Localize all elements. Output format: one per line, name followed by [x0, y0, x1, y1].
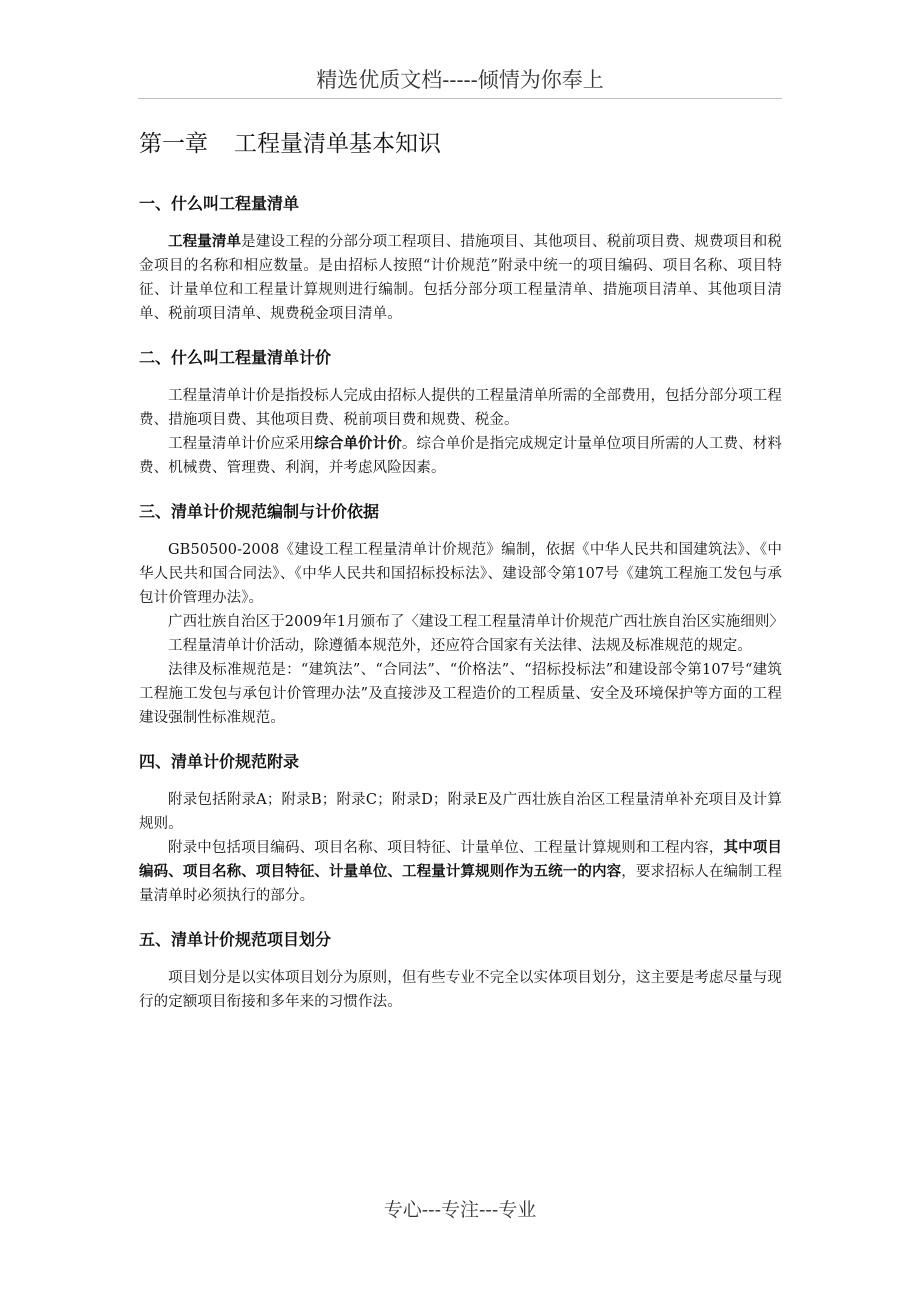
paragraph-text: 工程量清单计价应采用: [168, 436, 315, 452]
bold-term: 工程量清单: [168, 233, 242, 250]
paragraph: 工程量清单计价是指投标人完成由招标人提供的工程量清单所需的全部费用，包括分部分项工程费、措施项目费、其他项目费、税前项目费和规费、税金。: [139, 388, 782, 428]
page-header: 精选优质文档-----倾情为你奉上: [138, 62, 782, 99]
bold-term: 综合单价计价: [314, 435, 402, 452]
chapter-title: [139, 124, 782, 164]
section-heading: 三、清单计价规范编制与计价依据: [139, 502, 380, 521]
section-5: [139, 928, 782, 1014]
section-heading: 二、什么叫工程量清单计价: [139, 348, 332, 367]
paragraph: [139, 432, 782, 480]
section-1: [139, 192, 782, 326]
paragraph: [139, 836, 782, 908]
section-heading: 五、清单计价规范项目划分: [139, 930, 332, 949]
section-2: [139, 346, 782, 480]
paragraph: 法律及标准规范是：“建筑法”、“合同法”、“价格法”、“招标投标法”和建设部令第107号“建筑工程施工发包与承包计价管理办法”及直接涉及工程造价的工程质量、安全及环境保护等方面的工程建设强制性标准规范。: [139, 662, 782, 726]
page-footer: 专心---专注---专业: [383, 1199, 537, 1221]
paragraph: 附录包括附录A；附录B；附录C；附录D；附录E及广西壮族自治区工程量清单补充项目及计算规则。: [139, 792, 782, 832]
section-heading: 四、清单计价规范附录: [139, 752, 300, 771]
section-4: [139, 750, 782, 908]
section-3: [139, 500, 785, 730]
paragraph: 工程量清单计价活动，除遵循本规范外，还应符合国家有关法律、法规及标准规范的规定。: [168, 638, 752, 654]
document-body: [139, 124, 785, 1034]
chapter-number: 第一章: [139, 131, 208, 157]
paragraph: [139, 230, 782, 326]
paragraph-text: 是建设工程的分部分项工程项目、措施项目、其他项目、税前项目费、规费项目和税金项目的名称和相应数量。是由招标人按照“计价规范”附录中统一的项目编码、项目名称、项目特征、计量单位和工程量计算规则进行编制。包括分部分项工程量清单、措施项目清单、其他项目清单、税前项目清单、规费税金项目清单。: [139, 234, 783, 322]
paragraph-text: 。综合单价是指完成规定计量单位项目所需的人工费、材料费、机械费、管理费、利润，并考虑风险因素。: [139, 436, 782, 476]
paragraph-text: ，要求招标人在编制工程量清单时必须执行的部分。: [139, 864, 783, 904]
section-heading: 一、什么叫工程量清单: [139, 194, 300, 213]
paragraph-text: 附录中包括项目编码、项目名称、项目特征、计量单位、工程量计算规则和工程内容，: [168, 840, 724, 856]
chapter-name: 工程量清单基本知识: [234, 131, 441, 157]
paragraph: 项目划分是以实体项目划分为原则，但有些专业不完全以实体项目划分，这主要是考虑尽量与现行的定额项目衔接和多年来的习惯作法。: [139, 970, 782, 1010]
bold-phrase: 其中项目编码、项目名称、项目特征、计量单位、工程量计算规则作为五统一的内容: [139, 839, 783, 880]
paragraph: GB50500-2008《建设工程工程量清单计价规范》编制，依据《中华人民共和国建筑法》、《中华人民共和国合同法》、《中华人民共和国招标投标法》、建设部令第107号《建筑工程施工发包与承包计价管理办法》。: [139, 542, 782, 606]
paragraph: 广西壮族自治区于2009年1月颁布了〈建设工程工程量清单计价规范广西壮族自治区实施细则〉: [168, 614, 785, 630]
